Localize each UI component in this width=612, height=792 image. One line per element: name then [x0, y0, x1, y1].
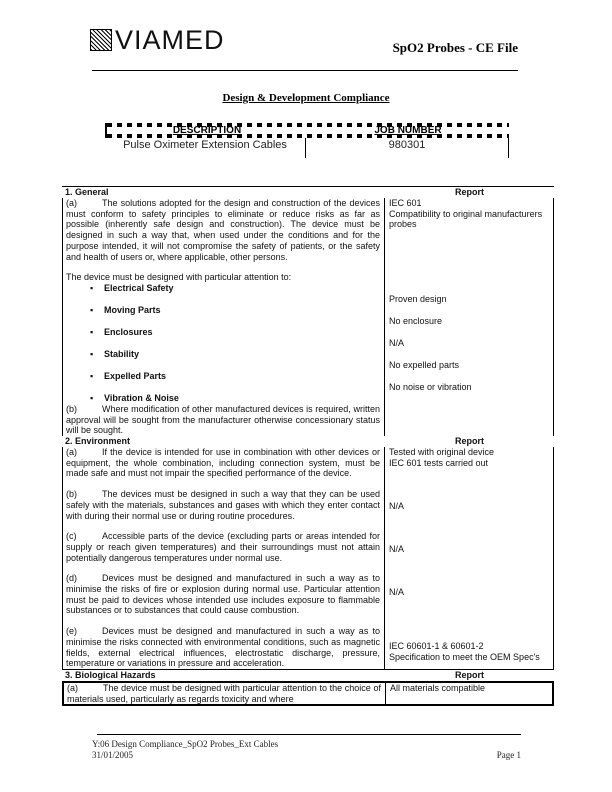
- report-header: Report: [455, 436, 484, 447]
- table-row: [62, 198, 554, 436]
- requirement-cell: [62, 198, 384, 436]
- list-item: ▪ Electrical Safety: [66, 283, 380, 305]
- page-number: Page 1: [496, 750, 521, 760]
- report-line: No noise or vibration: [389, 382, 472, 393]
- section-biological-header: [62, 669, 554, 681]
- report-line: No expelled parts: [389, 360, 460, 371]
- report-line: Tested with original device: [389, 447, 495, 458]
- list-item: ▪ Vibration & Noise: [66, 393, 380, 404]
- clause-tag: (a): [67, 682, 78, 693]
- clause-text: Devices must be designed and manufactured in such a way as to minimise the risks connected with environmental conditions, such as magnetic fields, external electrical influences, electrostatic discharge, pressure, temperature or variations in pressure and acceleration.: [66, 626, 380, 669]
- clause-text: Devices must be designed and manufactured in such a way as to minimise the risks of fire or explosion during normal use. Particular attention must be paid to devices whose intended use includes exposure to flammable substances or to substances that could cause combustion.: [66, 573, 380, 616]
- report-line: IEC 60601-1 & 60601-2: [389, 641, 484, 652]
- page-title: Design & Development Compliance: [222, 92, 390, 104]
- report-line: N/A: [389, 501, 405, 512]
- attention-intro: The device must be designed with particular attention to:: [66, 272, 292, 283]
- job-number-value: 980301: [305, 138, 509, 158]
- job-table: [105, 123, 509, 158]
- report-line: No enclosure: [389, 316, 443, 327]
- table-row: [62, 447, 554, 669]
- report-cell: [384, 447, 554, 669]
- list-item: ▪ Enclosures: [66, 327, 380, 349]
- section-general-header: [62, 186, 554, 198]
- clause-tag: (c): [66, 531, 77, 542]
- report-line: N/A: [389, 587, 405, 598]
- compliance-table: [62, 186, 554, 706]
- clause-text: Accessible parts of the device (excluding parts or areas intended for supply or reach given temperatures) and their surroundings must not attain potentially dangerous temperatures under normal use.: [66, 531, 380, 563]
- description-header: DESCRIPTION: [172, 125, 242, 136]
- description-value: Pulse Oximeter Extension Cables: [123, 139, 287, 151]
- header-divider: [92, 70, 518, 71]
- requirement-cell: [62, 447, 384, 669]
- logo-mark-icon: [90, 29, 112, 51]
- report-header: Report: [455, 669, 484, 680]
- report-line: Specification to meet the OEM Spec's: [389, 651, 540, 662]
- footer-date: 31/01/2005: [92, 750, 134, 760]
- attention-list: [66, 283, 380, 404]
- clause-tag: (a): [66, 198, 77, 208]
- job-number-header: JOB NUMBER: [374, 125, 442, 136]
- viamed-logo: [90, 25, 225, 55]
- list-item: ▪ Stability: [66, 349, 380, 371]
- report-header: Report: [455, 187, 484, 197]
- section-title: 1. General: [65, 187, 109, 197]
- report-line: Proven design: [389, 294, 447, 305]
- report-line: All materials compatible: [390, 682, 486, 693]
- section-environment-header: [62, 436, 554, 447]
- page-header: [90, 25, 518, 62]
- clause-tag: (e): [66, 626, 77, 637]
- report-line: N/A: [389, 338, 405, 349]
- footer-divider: [97, 734, 521, 735]
- section-title: 3. Biological Hazards: [65, 669, 156, 680]
- report-line: N/A: [389, 544, 405, 555]
- clause-tag: (b): [66, 403, 77, 414]
- section-title: 2. Environment: [65, 436, 131, 447]
- page-footer: [92, 739, 521, 761]
- clause-tag: (d): [66, 573, 77, 584]
- table-row: [62, 681, 554, 706]
- report-line: IEC 601: [389, 198, 422, 208]
- report-cell: [384, 198, 554, 436]
- logo-text: VIAMED: [115, 25, 225, 55]
- clause-text: The devices must be designed in such a way that they can be used safely with the materials, substances and gases with which they enter contact with during their normal use or during routine procedures.: [66, 489, 380, 521]
- document-title: SpO2 Probes - CE File: [392, 40, 518, 55]
- job-table-header: [105, 123, 509, 138]
- clause-text: The device must be designed with particular attention to the choice of materials used, particularly as regards toxicity and where: [67, 682, 381, 704]
- clause-tag: (a): [66, 447, 77, 458]
- report-line: IEC 601 tests carried out: [389, 457, 489, 468]
- report-cell: [385, 681, 554, 706]
- clause-tag: (b): [66, 489, 77, 500]
- clause-text: The solutions adopted for the design and construction of the devices must conform to safety principles to eliminate or reduce risks as far as possible (inherently safe design and construction). The device must be designed in such a way that, when used under the conditions and for the purpose intended, it will not compromise the safety of patients, or the safety and health of users or, where applicable, other persons.: [66, 198, 380, 262]
- list-item: ▪ Moving Parts: [66, 305, 380, 327]
- list-item: ▪ Expelled Parts: [66, 371, 380, 393]
- requirement-cell: [62, 681, 385, 706]
- clause-text: If the device is intended for use in combination with other devices or equipment, the whole combination, including connection system, must be made safe and must not impair the specified performance of the device.: [66, 447, 380, 479]
- footer-filename: Y:06 Design Compliance_SpO2 Probes_Ext Cables: [92, 739, 279, 749]
- clause-text: Where modification of other manufactured devices is required, written approval will be sought from the manufacturer otherwise concessionary status will be sought.: [66, 403, 380, 436]
- report-line: Compatibility to original manufacturers probes: [389, 208, 543, 230]
- job-table-row: [105, 138, 509, 158]
